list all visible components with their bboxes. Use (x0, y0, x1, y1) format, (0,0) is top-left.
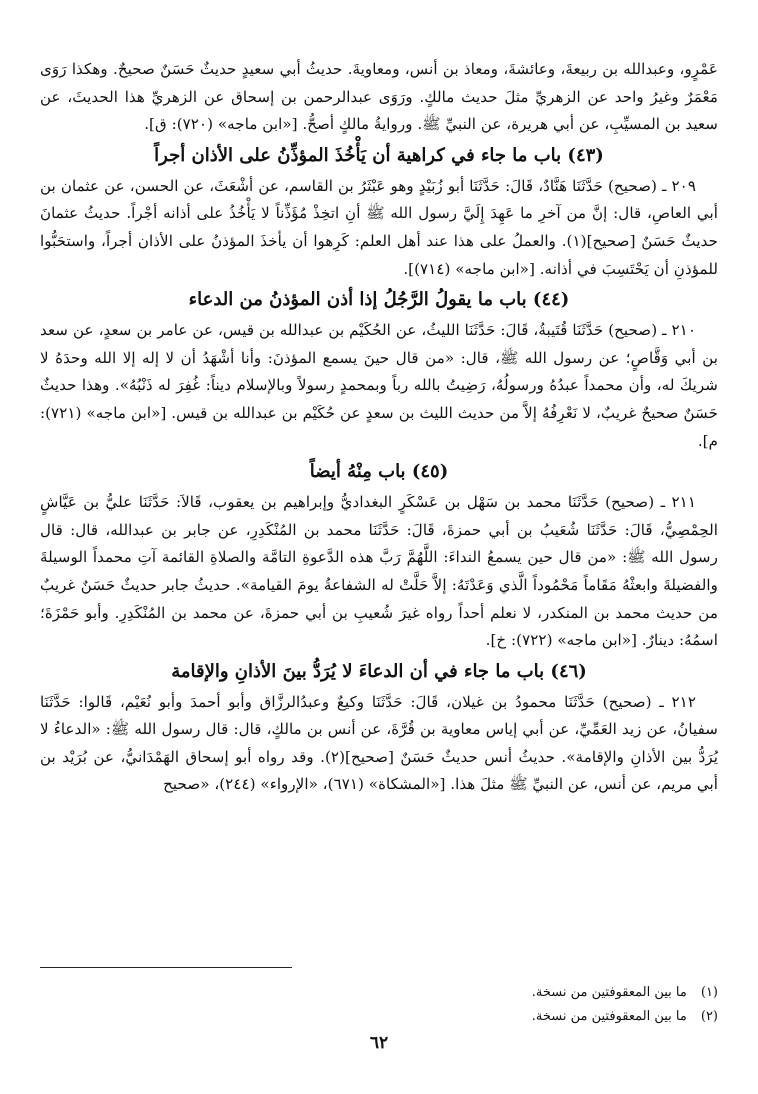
book-page (40, 56, 718, 1094)
chapter-heading: (٤٤) باب ما يقولُ الرَّجُلُ إذا أذن المؤذنُ من الدعاء (188, 289, 570, 311)
chapter-heading: (٤٥) باب مِنْهُ أيضاً (309, 461, 449, 483)
paragraph: ٢١٠ ـ (صحيح) حَدَّثَنَا قُتَيبةُ، قَالَ: حَدَّثَنَا الليثُ، عن الحُكَيْم بن عبدالله بن قيس، عن عامر بن سعدٍ، عن سعد بن أبي وَقَّاصٍ؛ عن رسول الله ﷺ، قال: «من قال حينَ يسمع المؤذنَ: وأنا أشْهَدُ أن لا إله إلا الله وحدَهُ لا شريكَ له، وأن محمداً عبدُهُ ورسولُهُ، رَضِيتُ بالله رباً وبمحمدٍ رسولاً وبالإسلام ديناً: غُفِرَ له ذَنْبُهُ». وهذا حديثٌ حَسَنٌ صحيحٌ غريبٌ، لا نَعْرِفُهُ إلاَّ من حديث الليث بن سعدٍ عن حُكَيْم بن عبدالله بن قيس. [«ابن ماجه» (٧٢١): م]. (40, 321, 718, 450)
footnote-number: (٢) (700, 1009, 718, 1024)
paragraph: ٢٠٩ ـ (صحيح) حَدَّثَنَا هَنَّادٌ، قَالَ: حَدَّثَنَا أبو زُبَيْدٍ وهو عَبْثَرُ بن القاسم، عن أشْعَثَ، عن الحسن، عن عثمان بن أبي العاصِ، قال: إنَّ من آخرِ ما عَهِدَ إِلَيَّ رسول الله ﷺ أنِ اتخِذْ مُؤَذِّناً لا يَأْخُذُ على أذانه أجْراً. حديثُ عثمانَ حديثٌ حَسَنٌ [صحيح](١). والعملُ على هذا عند أهل العلم: كَرِهوا أن يأخذَ المؤذنُ على الأذان أجراً، واستحَبُّوا للمؤذنِ أن يَحْتَسِبَ في أذانه. [«ابن ماجه» (٧١٤)]. (40, 176, 718, 278)
footnotes (40, 981, 718, 1029)
footnote-number: (١) (700, 985, 718, 1000)
footnote (40, 1005, 718, 1029)
page-number: ٦٢ (369, 1033, 389, 1053)
footnote-text: ما بين المعقوفتين من نسخة. (531, 985, 687, 1000)
main-text (40, 56, 718, 799)
footnote-text: ما بين المعقوفتين من نسخة. (531, 1009, 687, 1024)
chapter-heading: (٤٦) باب ما جاء في أن الدعاءَ لا يُرَدُّ بينَ الأذانِ والإقامة (171, 660, 587, 682)
footnote-separator (40, 967, 292, 968)
paragraph: ٢١٢ ـ (صحيح) حَدَّثَنَا محمودُ بن غيلان، قَالَ: حَدَّثَنَا وكيعٌ وعبدُالرزَّاق وأبو أحمدَ وأبو نُعَيْم، قَالوا: حَدَّثَنَا سفيانُ، عن زيد العَمِّيِّ، عن أبي إياس معاوية بن قُرَّةَ، عن أنس بن مالكٍ، قال: قال رسول الله ﷺ: «الدعاءُ لا يُرَدُّ بين الأذانِ والإقامة». حديثُ أنس حديثٌ حَسَنٌ [صحيح](٢). وقد رواه أبو إسحاق الهَمْدَانيُّ، عن بُرَيْد بن أبي مريم، عن أنس، عن النبيِّ ﷺ مثلَ هذا. [«المشكاة» (٦٧١)، «الإرواء» (٢٤٤)، «صحيح (40, 692, 718, 794)
paragraph: ٢١١ ـ (صحيح) حَدَّثَنَا محمد بن سَهْل بن عَسْكَرٍ البغداديُّ وإبراهيم بن يعقوب، قَالاَ: حَدَّثَنَا عليُّ بن عَيَّاشٍ الحِمْصِيُّ، قَالَ: حَدَّثَنَا شُعَيبُ بن أبي حمزةَ، قَالَ: حَدَّثَنَا محمد بن المُنْكَدِرِ، عن جابر بن عبدالله، قال: قال رسول الله ﷺ: «من قال حين يسمعُ النداءَ: اللَّهُمَّ رَبَّ هذه الدَّعوةِ التامَّة والصلاةِ القائمة آتِ محمداً الوسيلةَ والفضيلةَ وابعثْهُ مَقَاماً مَحْمُوداً الَّذي وَعَدْتَهُ: إلاَّ حَلَّتْ له الشفاعةُ يومَ القيامة». حديثُ جابر حديثٌ حَسَنٌ غريبٌ من حديث محمد بن المنكدر، لا نعلم أحداً رواه غيرَ شُعيبِ بن أبي حمزةَ، عن محمد بن المُنْكَدِرِ. وأبو حَمْزَةَ؛ اسمُهُ: دينارٌ. [«ابن ماجه» (٧٢٢): خ]. (40, 493, 718, 650)
footnote (40, 981, 718, 1005)
paragraph: عَمْرٍو، وعبدالله بن ربيعةَ، وعائشةَ، ومعاذ بن أنس، ومعاويةَ. حديثُ أبي سعيدٍ حديثٌ حَسَنٌ صحيحٌ. وهكذا رَوَى مَعْمَرٌ وغيرُ واحد عن الزهريِّ مثلَ حديث مالكٍ. ورَوَى عبدالرحمن بن إسحاق عن الزهريِّ هذا الحديثَ، عن سعيد بن المسيِّبِ، عن أبي هريرة، عن النبيِّ ﷺ. وروايةُ مالكٍ أصحُّ. [«ابن ماجه» (٧٢٠): ق]. (40, 60, 718, 134)
chapter-heading: (٤٣) باب ما جاء في كراهية أن يَأْخُذَ المؤذِّنُ على الأذان أجراً (154, 144, 604, 166)
